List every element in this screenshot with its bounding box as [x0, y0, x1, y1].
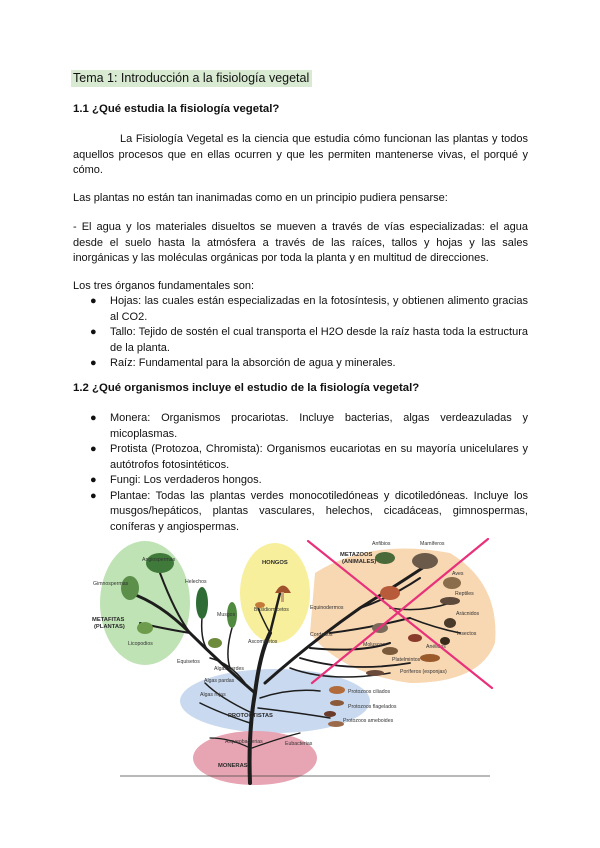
cordados-label: Cordados [310, 632, 333, 638]
algas-pardas-label: Algas pardas [204, 678, 235, 684]
gimnospermas-label: Gimnospermas [93, 581, 129, 587]
licopodios-label: Licopodios [128, 641, 153, 647]
protoctistas-label: PROTOCTISTAS [228, 713, 273, 719]
section-1-paragraph-1: La Fisiología Vegetal es la ciencia que estudia cómo funcionan las plantas y todos aquellos procesos que en ellas ocurren y que les permiten mantenerse vivas, el porqué y cómo. [73, 133, 528, 176]
equinodermos-label: Equinodermos [310, 605, 344, 611]
bullet-icon: ● [90, 357, 97, 369]
mamiferos-label: Mamíferos [420, 541, 445, 547]
organisms-list [73, 411, 528, 535]
tree-of-life-figure [90, 533, 510, 785]
anfibios-label: Anfibios [372, 541, 391, 547]
bullet-icon: ● [90, 412, 97, 424]
bullet-icon: ● [90, 443, 97, 455]
hongos-label: HONGOS [262, 560, 288, 566]
platelmintos-label: Platelmintos [392, 657, 421, 663]
eubacterias-label: Eubacterias [285, 741, 313, 747]
ascomicetos-label: Ascomicetos [248, 639, 278, 645]
basidiomicetos-label: Basidiomicetos [254, 607, 289, 613]
reptiles-label: Reptiles [455, 591, 474, 597]
metafitas-label-2: (PLANTAS) [94, 624, 125, 630]
section-1-paragraph-2: Las plantas no están tan inanimadas como en un principio pudiera pensarse: [73, 192, 448, 204]
anelidos-label: Anélidos [426, 644, 446, 650]
bullet-icon: ● [90, 295, 97, 307]
list-item: ● Fungi: Los verdaderos hongos. [73, 473, 528, 489]
list-item: ● Monera: Organismos procariotas. Incluye bacterias, algas verdeazuladas y micoplasmas. [90, 412, 528, 440]
list-item: ● Plantae: Todas las plantas verdes monocotiledóneas y dicotiledóneas. Incluye los musgos/hepáticos, plantas vasculares, helechos, cicadáceas, gimnospermas, coníferas y angiospermas. [90, 489, 528, 533]
section-1-paragraph-3: - El agua y los materiales disueltos se mueven a través de vías especializadas: el agua desde el suelo hasta la atmósfera a través de las raíces, tallos y hojas y las sales inorgánicas y las moléculas orgánicas por toda la planta y en multitud de direcciones. [73, 221, 528, 264]
musgos-label: Musgos [217, 612, 236, 618]
page-title: Tema 1: Introducción a la fisiología vegetal [71, 70, 312, 87]
metazoos-label-2: (ANIMALES) [342, 559, 377, 565]
section-1-heading: 1.1 ¿Qué estudia la fisiología vegetal? [73, 103, 280, 115]
metafitas-label-1: METAFITAS [92, 617, 125, 623]
bullet-icon: ● [90, 474, 97, 486]
insectos-label: Insectos [457, 631, 477, 637]
equisetos-label: Equisetos [177, 659, 200, 665]
organs-list [73, 294, 528, 372]
list-item: ● Raíz: Fundamental para la absorción de agua y minerales. [73, 356, 528, 372]
poriferos-label: Poríferos (esponjas) [400, 669, 447, 675]
moneras-label: MONERAS [218, 763, 248, 769]
list-item: ● Hojas: las cuales están especializadas en la fotosíntesis, y obtienen alimento gracias al CO2. [90, 295, 528, 323]
helechos-label: Helechos [185, 579, 207, 585]
section-1-paragraph-4: Los tres órganos fundamentales son: [73, 280, 255, 292]
section-2-heading: 1.2 ¿Qué organismos incluye el estudio de la fisiología vegetal? [73, 382, 420, 394]
aracnidos-label: Arácnidos [456, 611, 480, 617]
protozoos-flagelados-label: Protozoos flagelados [348, 704, 397, 710]
metazoos-label-1: METAZOOS [340, 552, 373, 558]
moluscos-label: Moluscos [363, 642, 385, 648]
arqueobacterias-label: Arqueobacterias [225, 739, 263, 745]
list-item: ● Tallo: Tejido de sostén el cual transporta el H2O desde la raíz hasta toda la estructura de la planta. [90, 326, 528, 354]
angiospermas-label: Angiospermas [142, 557, 176, 563]
bullet-icon: ● [90, 326, 97, 338]
list-item: ● Protista (Protozoa, Chromista): Organismos eucariotas en su mayoría unicelulares y autótrofos fotosintéticos. [90, 443, 528, 471]
aves-label: Aves [452, 571, 464, 577]
protozoos-ciliados-label: Protozoos ciliados [348, 689, 391, 695]
bullet-icon: ● [90, 489, 97, 502]
algas-rojas-label: Algas rojas [200, 692, 226, 698]
protozoos-ameboides-label: Protozoos ameboides [343, 718, 394, 724]
algas-verdes-label: Algas verdes [214, 666, 244, 672]
